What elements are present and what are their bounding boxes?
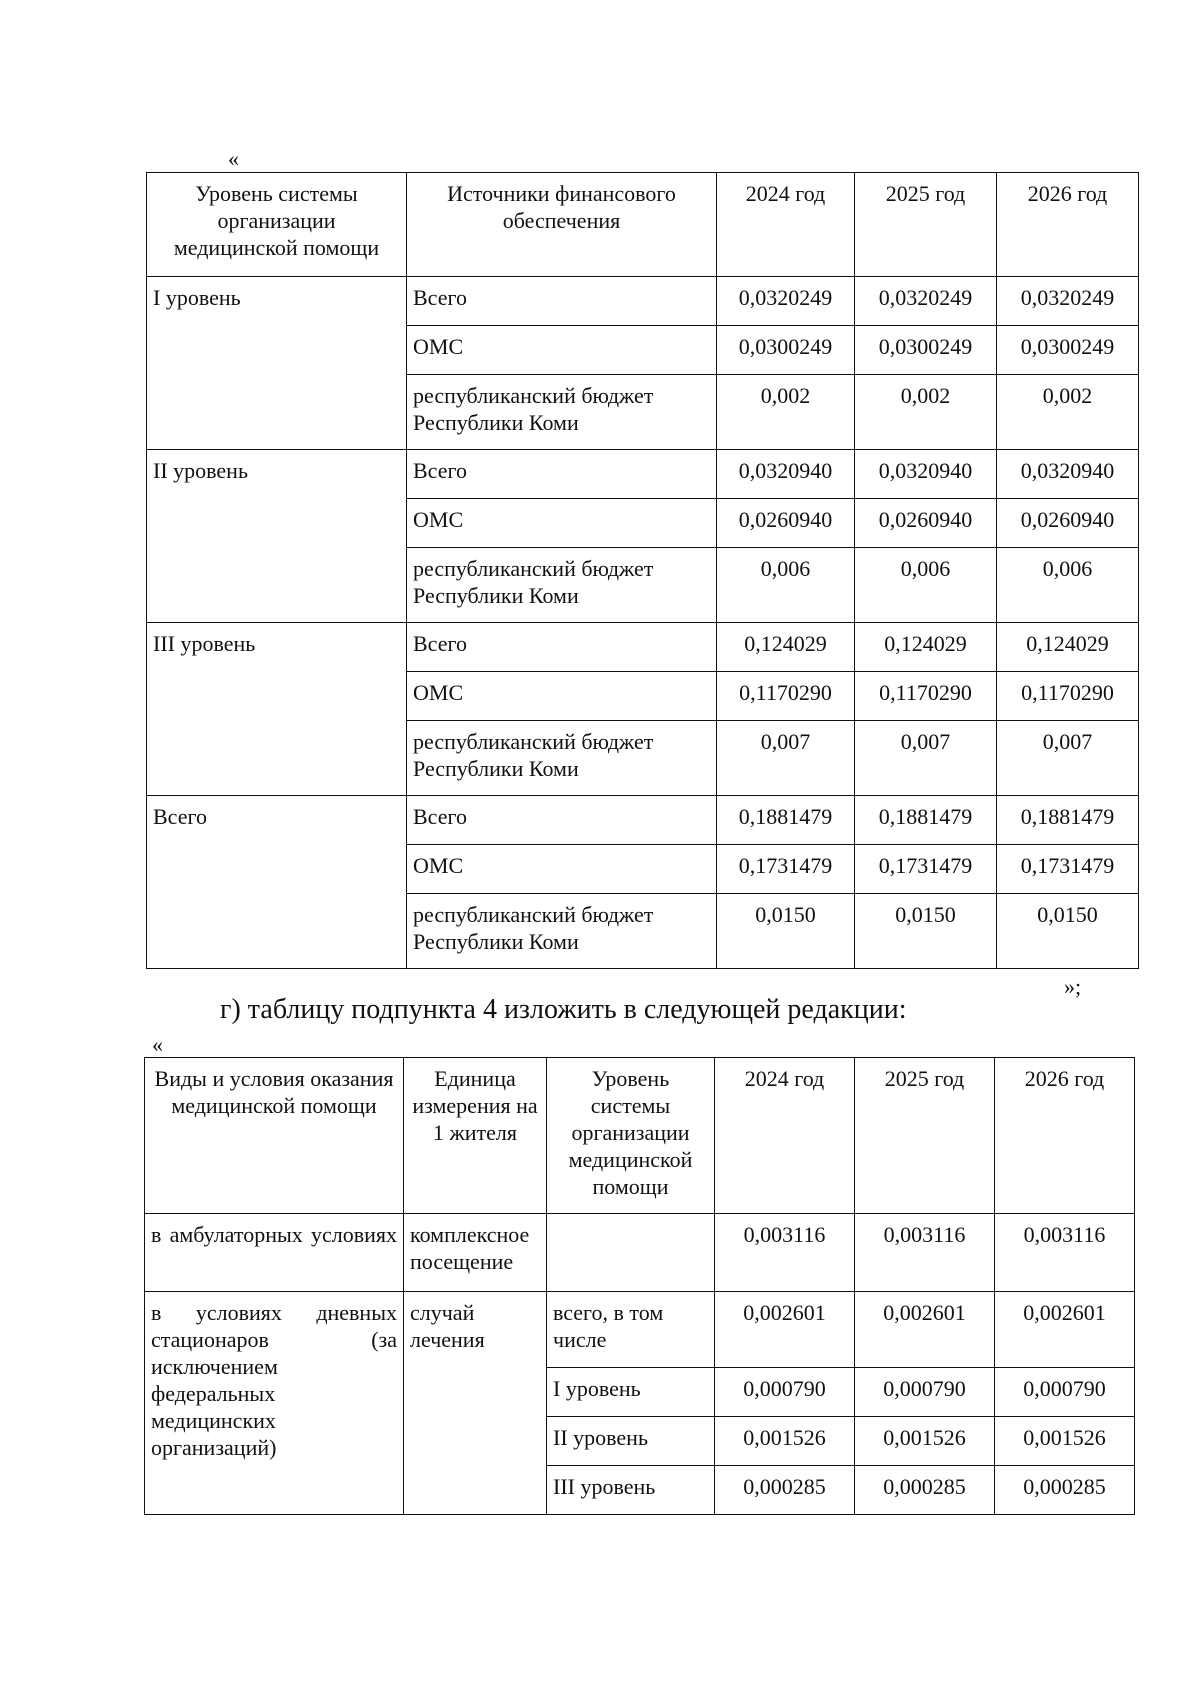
value-2026: 0,001526: [995, 1417, 1135, 1466]
unit-cell: комплексное посещение: [404, 1214, 547, 1292]
header-2025: 2025 год: [855, 173, 997, 277]
level-cell: III уровень: [547, 1466, 715, 1515]
table-row: [145, 1214, 1135, 1292]
source-cell: ОМС: [407, 845, 717, 894]
value-2025: 0,001526: [855, 1417, 995, 1466]
level-cell: II уровень: [547, 1417, 715, 1466]
header-2024: 2024 год: [717, 173, 855, 277]
value-2024: 0,0260940: [717, 499, 855, 548]
value-2024: 0,1170290: [717, 672, 855, 721]
table-row: [145, 1292, 1135, 1368]
kind-cell: в амбулаторных условиях: [145, 1214, 404, 1292]
table1-header-row: [147, 173, 1139, 277]
source-cell: Всего: [407, 277, 717, 326]
value-2026: 0,000285: [995, 1466, 1135, 1515]
value-2025: 0,0320940: [855, 450, 997, 499]
unit-cell: случай лечения: [404, 1292, 547, 1515]
value-2026: 0,002601: [995, 1292, 1135, 1368]
value-2024: 0,1881479: [717, 796, 855, 845]
source-cell: республиканский бюджет Республики Коми: [407, 721, 717, 796]
source-cell: республиканский бюджет Республики Коми: [407, 375, 717, 450]
value-2025: 0,002601: [855, 1292, 995, 1368]
value-2026: 0,006: [997, 548, 1139, 623]
header-2024: 2024 год: [715, 1058, 855, 1214]
section-heading: г) таблицу подпункта 4 изложить в следующей редакции:: [220, 994, 907, 1025]
value-2024: 0,007: [717, 721, 855, 796]
value-2025: 0,1881479: [855, 796, 997, 845]
value-2026: 0,0320940: [997, 450, 1139, 499]
value-2026: 0,0260940: [997, 499, 1139, 548]
table1-open-quote: «: [228, 146, 239, 171]
header-2025: 2025 год: [855, 1058, 995, 1214]
source-cell: республиканский бюджет Республики Коми: [407, 548, 717, 623]
kind-cell: в условиях дневных стационаров (за исключением федеральных медицинских организаций): [145, 1292, 404, 1515]
value-2024: 0,0300249: [717, 326, 855, 375]
header-unit: Единица измерения на 1 жителя: [404, 1058, 547, 1214]
header-kind: Виды и условия оказания медицинской помощи: [145, 1058, 404, 1214]
table-row: [147, 796, 1139, 845]
source-cell: республиканский бюджет Республики Коми: [407, 894, 717, 969]
source-cell: ОМС: [407, 499, 717, 548]
header-level: Уровень системы организации медицинской помощи: [547, 1058, 715, 1214]
level-cell: I уровень: [147, 277, 407, 450]
value-2026: 0,1881479: [997, 796, 1139, 845]
value-2024: 0,124029: [717, 623, 855, 672]
value-2025: 0,1731479: [855, 845, 997, 894]
header-2026: 2026 год: [997, 173, 1139, 277]
level-cell: всего, в том числе: [547, 1292, 715, 1368]
value-2026: 0,000790: [995, 1368, 1135, 1417]
value-2024: 0,006: [717, 548, 855, 623]
value-2025: 0,000285: [855, 1466, 995, 1515]
level-cell: II уровень: [147, 450, 407, 623]
value-2024: 0,002: [717, 375, 855, 450]
table-row: [147, 450, 1139, 499]
financing-levels-table: [146, 172, 1139, 969]
table1-close-quote: »;: [1064, 974, 1082, 999]
value-2025: 0,003116: [855, 1214, 995, 1292]
value-2024: 0,1731479: [717, 845, 855, 894]
table-row: [147, 623, 1139, 672]
value-2024: 0,002601: [715, 1292, 855, 1368]
source-cell: ОМС: [407, 672, 717, 721]
value-2026: 0,1170290: [997, 672, 1139, 721]
value-2025: 0,1170290: [855, 672, 997, 721]
header-level: Уровень системы организации медицинской помощи: [147, 173, 407, 277]
value-2026: 0,0300249: [997, 326, 1139, 375]
value-2024: 0,000285: [715, 1466, 855, 1515]
value-2024: 0,0150: [717, 894, 855, 969]
header-2026: 2026 год: [995, 1058, 1135, 1214]
table-row: [147, 277, 1139, 326]
value-2024: 0,0320940: [717, 450, 855, 499]
value-2025: 0,0150: [855, 894, 997, 969]
level-cell: [547, 1214, 715, 1292]
source-cell: Всего: [407, 796, 717, 845]
value-2026: 0,0320249: [997, 277, 1139, 326]
value-2025: 0,000790: [855, 1368, 995, 1417]
value-2025: 0,006: [855, 548, 997, 623]
level-cell: III уровень: [147, 623, 407, 796]
header-source: Источники финансового обеспечения: [407, 173, 717, 277]
value-2026: 0,007: [997, 721, 1139, 796]
value-2024: 0,0320249: [717, 277, 855, 326]
source-cell: ОМС: [407, 326, 717, 375]
level-cell: I уровень: [547, 1368, 715, 1417]
value-2025: 0,007: [855, 721, 997, 796]
value-2025: 0,0260940: [855, 499, 997, 548]
value-2026: 0,0150: [997, 894, 1139, 969]
value-2024: 0,000790: [715, 1368, 855, 1417]
table2-header-row: [145, 1058, 1135, 1214]
value-2025: 0,002: [855, 375, 997, 450]
value-2025: 0,0320249: [855, 277, 997, 326]
table2-open-quote: «: [152, 1032, 163, 1057]
value-2026: 0,124029: [997, 623, 1139, 672]
value-2026: 0,003116: [995, 1214, 1135, 1292]
value-2026: 0,002: [997, 375, 1139, 450]
value-2026: 0,1731479: [997, 845, 1139, 894]
source-cell: Всего: [407, 450, 717, 499]
value-2025: 0,0300249: [855, 326, 997, 375]
volume-norms-table: [144, 1057, 1135, 1515]
level-cell: Всего: [147, 796, 407, 969]
value-2025: 0,124029: [855, 623, 997, 672]
value-2024: 0,001526: [715, 1417, 855, 1466]
source-cell: Всего: [407, 623, 717, 672]
value-2024: 0,003116: [715, 1214, 855, 1292]
